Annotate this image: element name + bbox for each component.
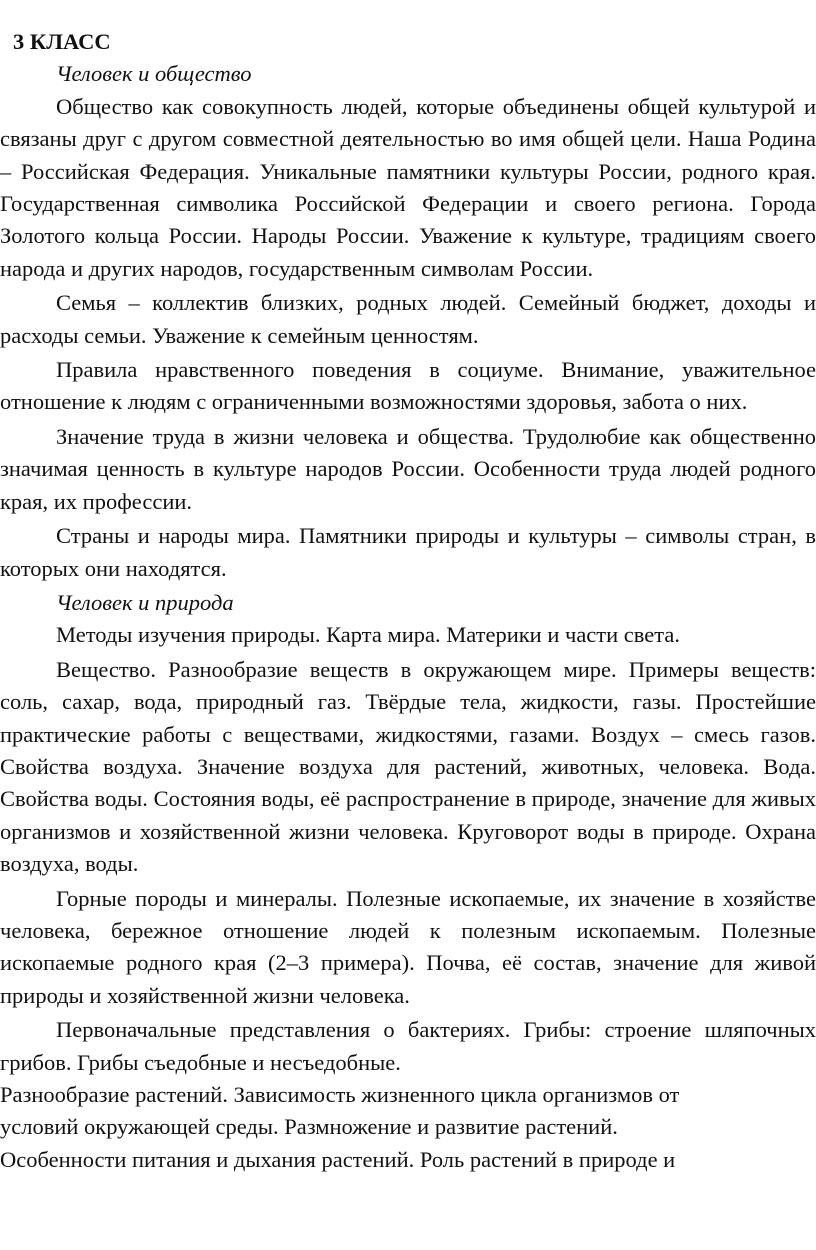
- page-heading: 3 КЛАСС: [13, 29, 111, 54]
- paragraph: Общество как совокупность людей, которые объединены общей культурой и связаны друг с другом совместной деятельностью во имя общей цели. Наша Родина – Российская Федерация. Уникальные памятники культуры России, родного края. Государственная символика Российской Федерации и своего региона. Города Золотого кольца России. Народы России. Уважение к культуре, традициям своего народа и других народов, государственным символам России.: [0, 93, 816, 281]
- text-line: условий окружающей среды. Размножение и развитие растений.: [0, 1114, 618, 1140]
- section-title-society: Человек и общество: [56, 61, 252, 87]
- paragraph: Методы изучения природы. Карта мира. Материки и части света.: [56, 622, 680, 648]
- text-line: Разнообразие растений. Зависимость жизненного цикла организмов от: [0, 1082, 680, 1107]
- paragraph: Вещество. Разнообразие веществ в окружающем мире. Примеры веществ: соль, сахар, вода, природный газ. Твёрдые тела, жидкости, газы. Простейшие практические работы с веществами, жидкостями, газами. Воздух – смесь газов. Свойства воздуха. Значение воздуха для растений, животных, человека. Вода. Свойства воды. Состояния воды, её распространение в природе, значение для живых организмов и хозяйственной жизни человека. Круговорот воды в природе. Охрана воздуха, воды.: [0, 656, 816, 877]
- section-title-nature: Человек и природа: [56, 589, 234, 615]
- paragraph: Семья – коллектив близких, родных людей. Семейный бюджет, доходы и расходы семьи. Уважение к семейным ценностям.: [0, 290, 816, 348]
- text-line: Особенности питания и дыхания растений. Роль растений в природе и: [0, 1146, 676, 1172]
- paragraph: Правила нравственного поведения в социуме. Внимание, уважительное отношение к людям с ограниченными возможностями здоровья, забота о них.: [0, 357, 816, 415]
- paragraph: Значение труда в жизни человека и общества. Трудолюбие как общественно значимая ценность в культуре народов России. Особенности труда людей родного края, их профессии.: [0, 423, 816, 514]
- document-page: [0, 26, 816, 1176]
- paragraph: Горные породы и минералы. Полезные ископаемые, их значение в хозяйстве человека, бережное отношение людей к полезным ископаемым. Полезные ископаемые родного края (2–3 примера). Почва, её состав, значение для живой природы и хозяйственной жизни человека.: [0, 885, 816, 1008]
- paragraph: Первоначальные представления о бактериях. Грибы: строение шляпочных грибов. Грибы съедобные и несъедобные.: [0, 1017, 816, 1075]
- paragraph: Страны и народы мира. Памятники природы и культуры – символы стран, в которых они находятся.: [0, 523, 816, 581]
